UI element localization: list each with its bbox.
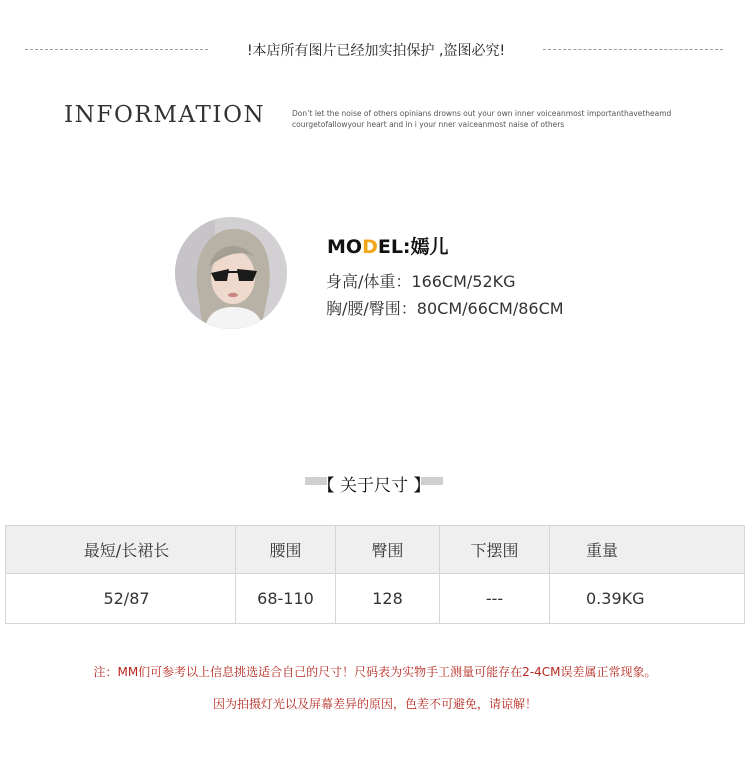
model-label-accent: D xyxy=(362,236,378,258)
table-header-cell: 重量 xyxy=(549,526,744,573)
information-subtitle-line2: courgetofallowyour heart and in i your nner vaiceanmost naise of others xyxy=(292,120,565,129)
notice-divider-left xyxy=(25,49,208,50)
measurement-note: 注：MM们可参考以上信息挑选适合自己的尺寸！尺码表为实物手工测量可能存在2-4CM误差属正常现象。 xyxy=(93,665,657,679)
model-measurements: 胸/腰/臀围：80CM/66CM/86CM xyxy=(326,299,564,318)
color-difference-note: 因为拍摄灯光以及屏幕差异的原因，色差不可避免，请谅解！ xyxy=(212,697,537,711)
table-header-row xyxy=(6,526,744,573)
model-title xyxy=(327,232,449,259)
table-cell: 0.39KG xyxy=(549,574,744,623)
model-label-prefix: MO xyxy=(327,236,363,258)
model-height-weight: 身高/体重：166CM/52KG xyxy=(326,272,516,291)
information-subtitle-line1: Don’t let the noise of others opinians drowns out your own inner voiceanmost importanthavetheamd xyxy=(292,109,672,118)
table-cell: 68-110 xyxy=(235,574,335,623)
size-heading-text: 【 关于尺寸 】 xyxy=(317,476,431,496)
information-subtitle xyxy=(292,108,712,130)
copyright-notice: !本店所有图片已经加实拍保护 ,盗图必究! xyxy=(246,43,506,59)
notice-divider-right xyxy=(543,49,723,50)
table-header-cell: 下摆围 xyxy=(439,526,549,573)
model-label-suffix: EL: xyxy=(377,236,411,258)
table-cell: 52/87 xyxy=(103,589,150,608)
information-title: INFORMATION xyxy=(64,102,266,128)
model-name: 嫣儿 xyxy=(410,236,449,258)
table-cell: 128 xyxy=(335,574,439,623)
model-avatar xyxy=(175,217,287,329)
table-header-cell: 腰围 xyxy=(235,526,335,573)
table-cell: --- xyxy=(439,574,549,623)
size-section-heading xyxy=(305,472,443,496)
table-header-cell: 臀围 xyxy=(335,526,439,573)
table-row xyxy=(6,573,744,623)
size-table xyxy=(5,525,745,624)
table-header-cell: 最短/长裙长 xyxy=(83,541,170,560)
